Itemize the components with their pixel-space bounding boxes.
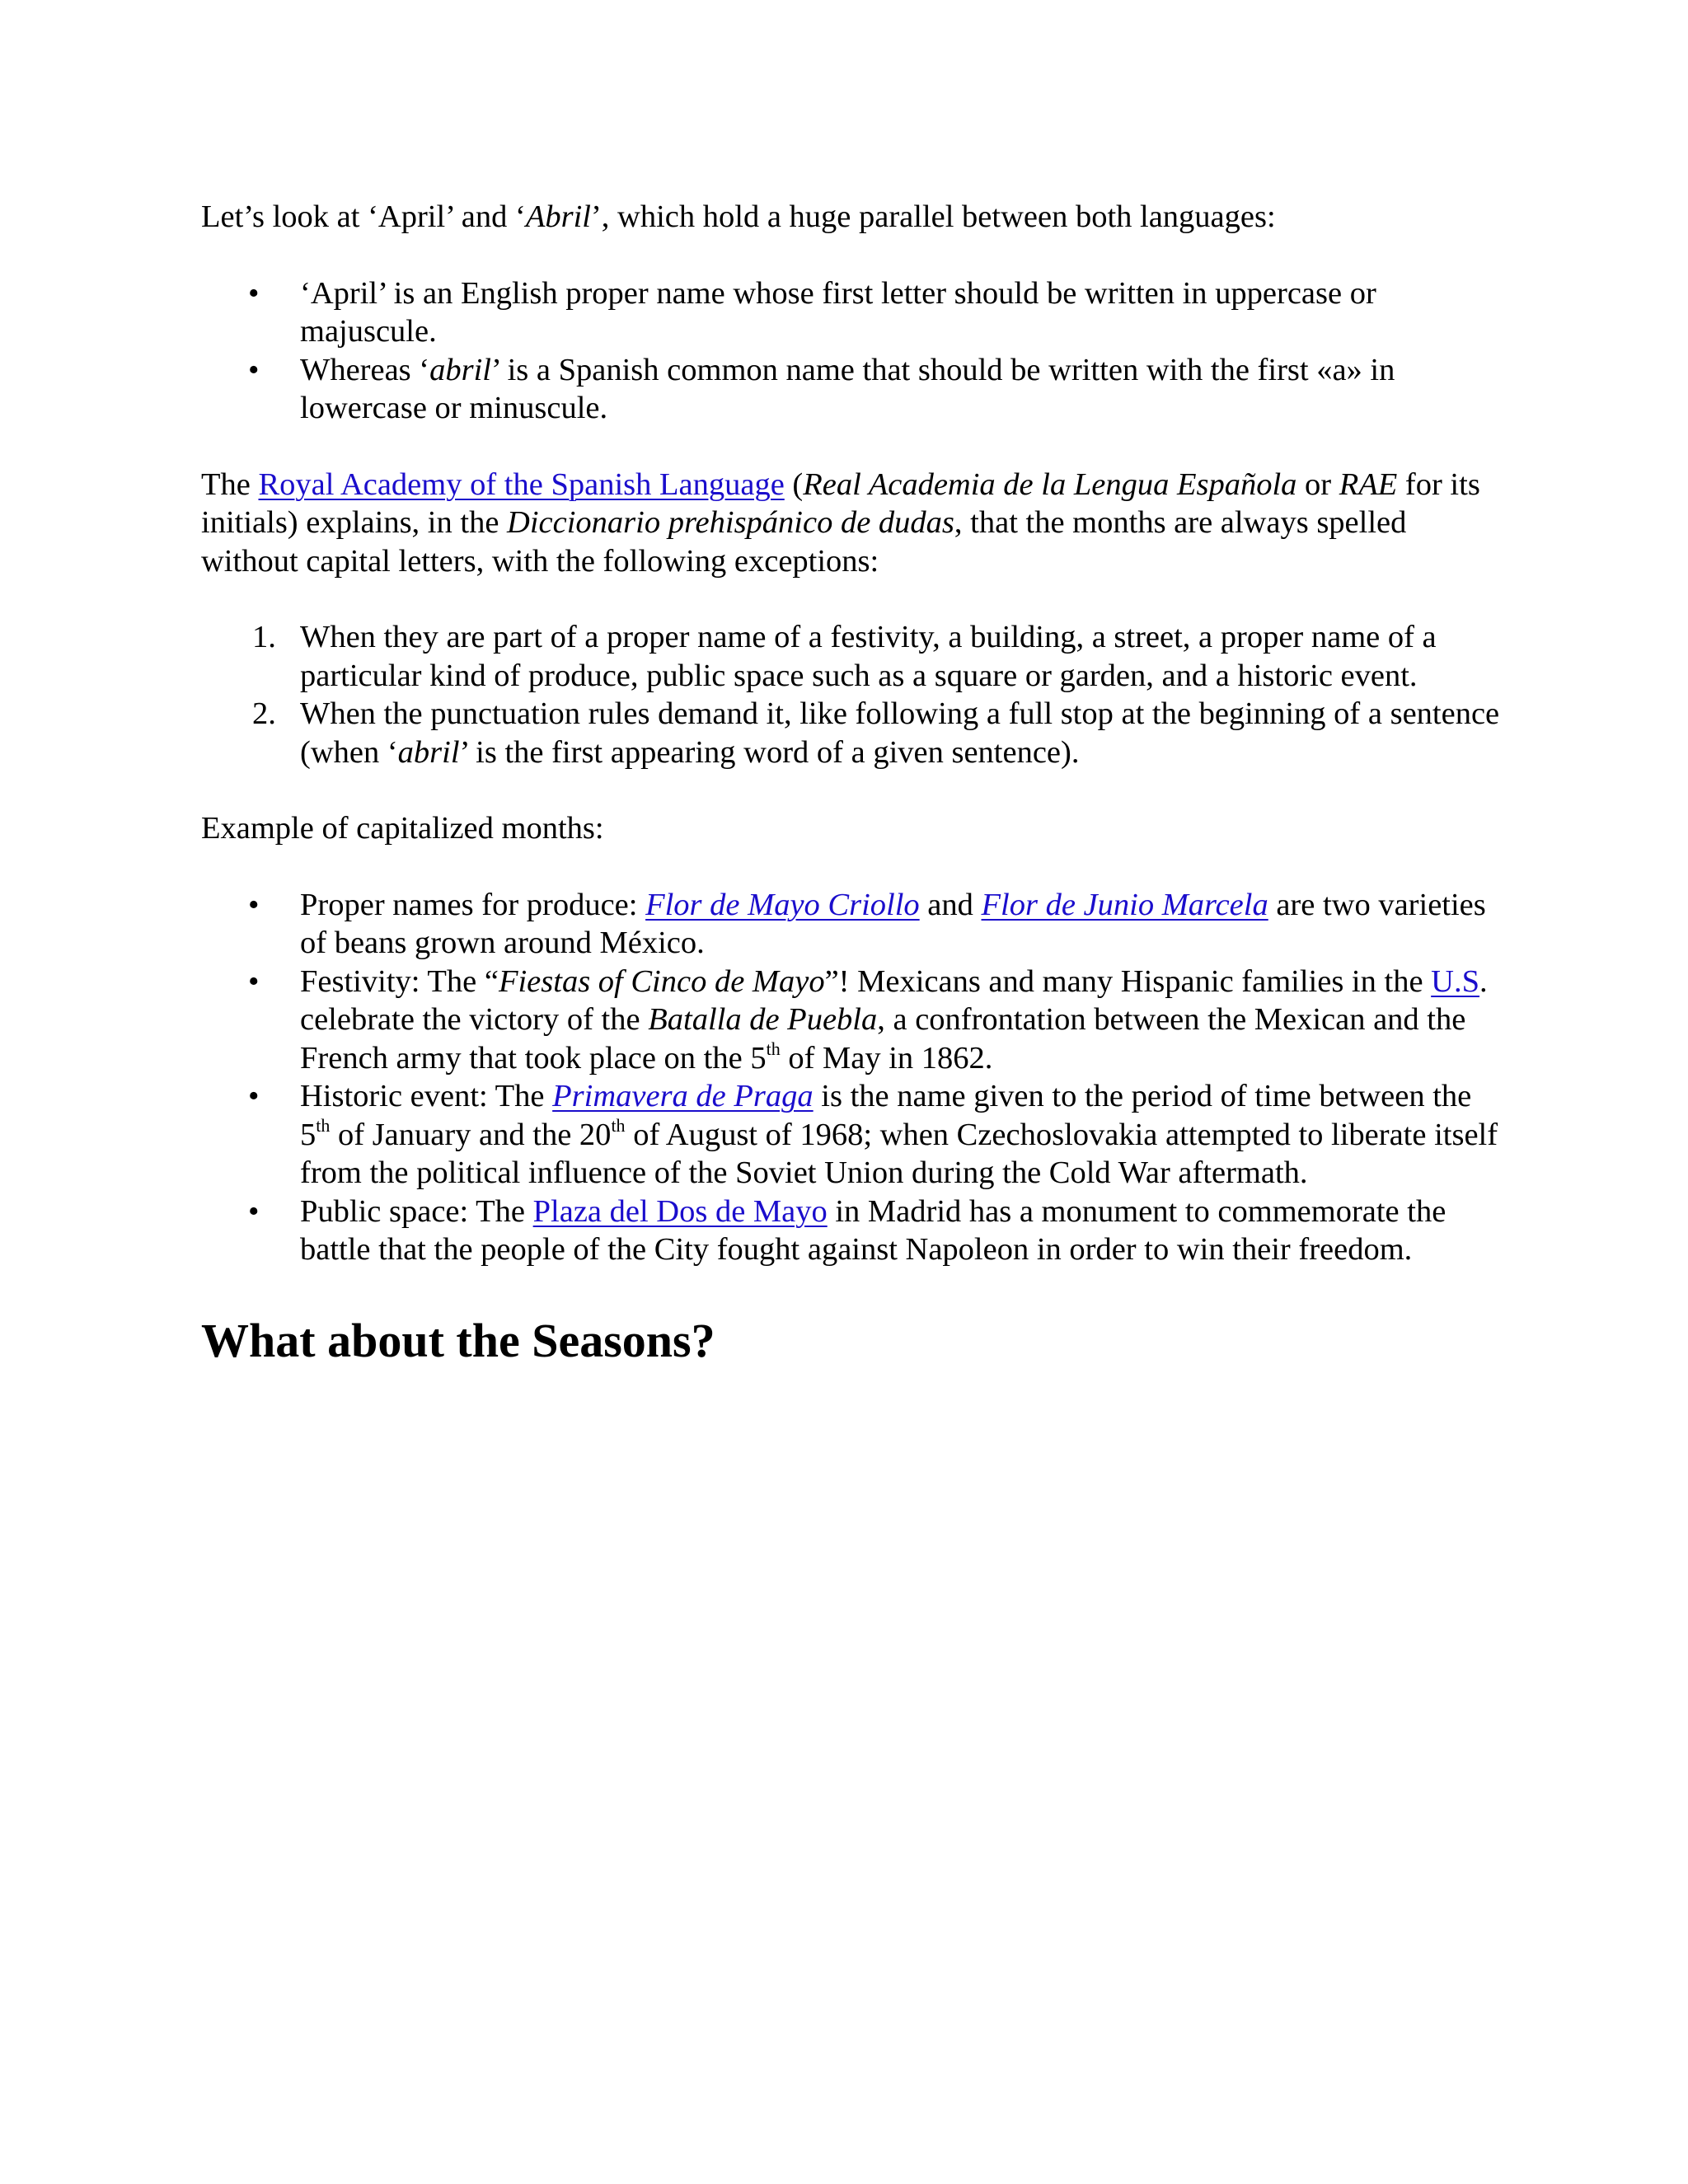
- list-item-italic: abril: [429, 352, 491, 387]
- list-item-text: ’ is a Spanish common name that should be written with the first «a» in lowercase or minuscule.: [300, 352, 1395, 425]
- list-item-text: Festivity: The “: [300, 963, 499, 999]
- list-item-text: ‘April’ is an English proper name whose first letter should be written in uppercase or majuscule.: [300, 275, 1376, 349]
- intro-text: Let’s look at ‘April’ and ‘: [201, 199, 526, 234]
- us-link[interactable]: U.S: [1431, 963, 1479, 999]
- april-bullet-list: [201, 274, 1503, 428]
- intro-text-end: ’, which hold a huge parallel between both languages:: [590, 199, 1276, 234]
- flor-de-mayo-link[interactable]: Flor de Mayo Criollo: [645, 887, 920, 922]
- list-item-text: ’ is the first appearing word of a given sentence).: [459, 734, 1080, 770]
- ordinal-superscript: th: [316, 1114, 331, 1136]
- royal-academy-link[interactable]: Royal Academy of the Spanish Language: [258, 466, 785, 502]
- list-item-text: When the punctuation rules demand it, like following a full stop at the beginning of a sentence (when ‘: [300, 696, 1500, 770]
- list-item-text: ”! Mexicans and many Hispanic families in the: [824, 963, 1432, 999]
- primavera-de-praga-link[interactable]: Primavera de Praga: [552, 1079, 814, 1113]
- list-item-text: are two varieties of beans grown around México.: [300, 887, 1486, 960]
- list-item: [201, 274, 1503, 351]
- list-item-italic: abril: [397, 734, 460, 770]
- list-item-text: . celebrate the victory of the: [300, 963, 1488, 1037]
- rae-text: or: [1296, 466, 1339, 502]
- list-item-text: and: [919, 887, 982, 922]
- list-item-public-space: [201, 1193, 1503, 1269]
- list-item-text: Whereas ‘: [300, 352, 430, 387]
- list-item-italic: Batalla de Puebla: [648, 1002, 878, 1037]
- rae-text: for its initials) explains, in the: [201, 466, 1480, 540]
- list-item-text: of May in 1862.: [780, 1040, 993, 1076]
- list-item: [201, 618, 1503, 695]
- list-number: 2.: [252, 696, 276, 731]
- rae-paragraph: [201, 466, 1503, 581]
- rae-italic-name: Real Academia de la Lengua Española: [803, 466, 1297, 502]
- list-item-text: Historic event: The: [300, 1079, 553, 1113]
- list-item-text: When they are part of a proper name of a festivity, a building, a street, a proper name of a particular kind of produce, public space such as a square or garden, and a historic event.: [300, 620, 1437, 693]
- list-item-text: , a confrontation between the Mexican and the French army that took place on the 5: [300, 1002, 1466, 1076]
- rae-text: , that the months are always spelled without capital letters, with the following exceptions:: [201, 505, 1407, 579]
- examples-bullet-list: [201, 886, 1503, 1269]
- intro-paragraph: [201, 198, 1503, 237]
- rae-italic-initials: RAE: [1339, 466, 1398, 502]
- list-item-text: of August of 1968; when Czechoslovakia attempted to liberate itself from the political influence of the Soviet Union during the Cold War aftermath.: [300, 1117, 1498, 1190]
- exceptions-numbered-list: [201, 618, 1503, 771]
- list-item-text: of January and the 20: [330, 1117, 612, 1152]
- section-heading: What about the Seasons?: [201, 1313, 715, 1367]
- intro-italic-abril: Abril: [525, 199, 591, 234]
- rae-text: (: [784, 466, 804, 502]
- example-heading: Example of capitalized months:: [201, 811, 604, 846]
- ordinal-superscript: th: [611, 1114, 626, 1136]
- list-item-text: in Madrid has a monument to commemorate the battle that the people of the City fought against Napoleon in order to win their freedom.: [300, 1193, 1447, 1267]
- plaza-del-dos-de-mayo-link[interactable]: Plaza del Dos de Mayo: [532, 1193, 828, 1229]
- list-item: [201, 351, 1503, 428]
- list-item-produce: [201, 886, 1503, 963]
- list-item-text: Public space: The: [300, 1193, 533, 1229]
- flor-de-junio-link[interactable]: Flor de Junio Marcela: [981, 887, 1268, 922]
- rae-italic-dictionary: Diccionario prehispánico de dudas: [507, 505, 954, 540]
- list-item-festivity: [201, 963, 1503, 1078]
- list-item: [201, 695, 1503, 771]
- ordinal-superscript: th: [766, 1038, 781, 1059]
- list-item-text: is the name given to the period of time between the 5: [300, 1079, 1472, 1152]
- list-item-text: Proper names for produce:: [300, 887, 646, 922]
- rae-text: The: [201, 466, 259, 502]
- list-number: 1.: [252, 620, 276, 654]
- list-item-italic: Fiestas of Cinco de Mayo: [498, 963, 825, 999]
- list-item-historic: [201, 1077, 1503, 1193]
- document-body: [201, 198, 1503, 1370]
